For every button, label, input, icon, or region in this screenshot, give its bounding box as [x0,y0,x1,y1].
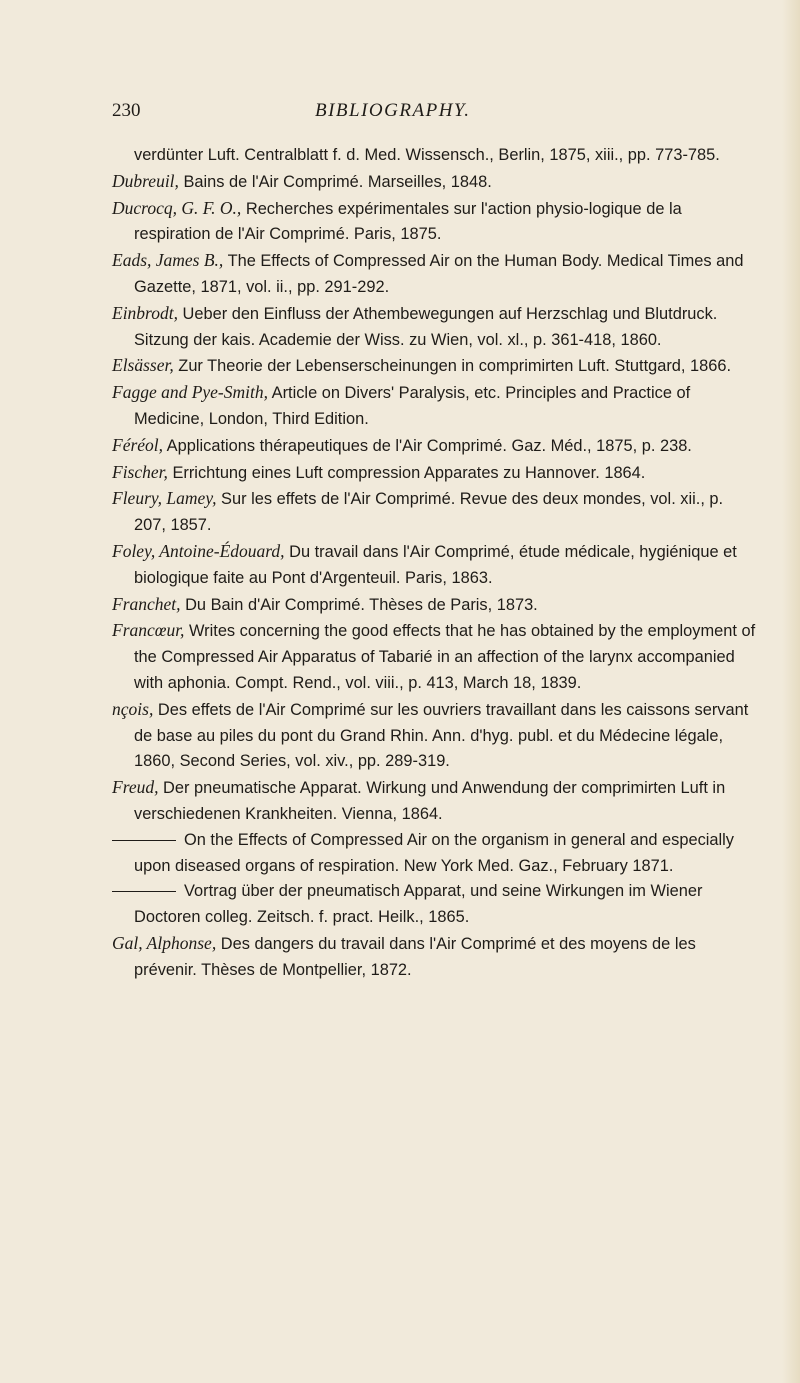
running-head: BIBLIOGRAPHY. [315,100,471,121]
bibliography-list [112,143,758,984]
bibliography-entry [112,592,758,619]
entry-text: Article on Divers' Paralysis, etc. Principles and Practice of Medicine, London, Third Edition. [134,384,691,428]
bibliography-entry [112,353,758,380]
entry-text: Du Bain d'Air Comprimé. Thèses de Paris, 1873. [180,595,538,614]
entry-author: Foley, Antoine-Édouard, [112,540,285,561]
bibliography-entry [112,775,758,828]
entry-text: On the Effects of Compressed Air on the organism in general and especially upon diseased organs of respiration. New York Med. Gaz., February 1871. [134,830,734,875]
entry-author: Fischer, [112,461,168,482]
entry-author: Fleury, Lamey, [112,488,217,509]
entry-author: Elsässer, [112,355,174,376]
entry-author: Francœur, [112,620,185,641]
ditto-dash [112,840,176,841]
bibliography-entry [112,196,758,249]
entry-text: verdünter Luft. Centralblatt f. d. Med. Wissensch., Berlin, 1875, xiii., pp. 773-785. [134,146,720,164]
page-edge-shadow [782,0,800,1383]
entry-author: Dubreuil, [112,170,179,191]
entry-text: Des dangers du travail dans l'Air Comprimé et des moyens de les prévenir. Thèses de Montpellier, 1872. [134,934,696,979]
entry-author: Féréol, [112,434,164,455]
entry-author: nçois, [112,698,154,719]
bibliography-entry [112,879,758,931]
entry-text: Applications thérapeutiques de l'Air Comprimé. Gaz. Méd., 1875, p. 238. [163,436,692,455]
bibliography-entry [112,697,758,775]
bibliography-entry [112,248,758,301]
bibliography-entry [112,828,758,880]
bibliography-entry [112,486,758,539]
entry-text: Bains de l'Air Comprimé. Marseilles, 1848. [178,172,492,191]
entry-author: Einbrodt, [112,302,178,323]
entry-text: Recherches expérimentales sur l'action physio-logique de la respiration de l'Air Comprimé. Paris, 1875. [134,199,682,244]
entry-author: Franchet, [112,593,181,614]
entry-text: Zur Theorie der Lebenserscheinungen in comprimirten Luft. Stuttgard, 1866. [173,357,732,376]
bibliography-entry [112,301,758,354]
bibliography-entry [112,380,758,433]
bibliography-entry [112,618,758,696]
bibliography-entry [112,931,758,984]
page-number: 230 [112,100,141,121]
entry-text: Des effets de l'Air Comprimé sur les ouvriers travaillant dans les caissons servant de base au piles du pont du Grand Rhin. Ann. d'hyg. publ. et du Médecine légale, 1860, Second Series, vol. xiv., pp. 289-319. [134,700,749,771]
ditto-dash [112,891,176,892]
entry-text: Errichtung eines Luft compression Apparates zu Hannover. 1864. [167,463,646,482]
entry-author: Ducrocq, G. F. O., [112,197,242,218]
entry-text: The Effects of Compressed Air on the Human Body. Medical Times and Gazette, 1871, vol. ii., pp. 291-292. [134,252,744,296]
bibliography-entry [112,169,758,196]
entry-text: Der pneumatische Apparat. Wirkung und Anwendung der comprimirten Luft in verschiedenen Krankheiten. Vienna, 1864. [134,779,726,823]
bibliography-entry [112,143,758,169]
entry-text: Writes concerning the good effects that he has obtained by the employment of the Compressed Air Apparatus of Tabarié in an affection of the larynx accompanied with aphonia. Compt. Rend., vol. viii., p. 413, March 18, 1839. [134,622,756,692]
bibliography-entry [112,539,758,592]
entry-author: Gal, Alphonse, [112,932,217,953]
entry-author: Fagge and Pye-Smith, [112,382,268,403]
page-header [112,100,752,126]
bibliography-entry [112,460,758,487]
entry-text: Sur les effets de l'Air Comprimé. Revue des deux mondes, vol. xii., p. 207, 1857. [134,490,724,535]
entry-text: Vortrag über der pneumatisch Apparat, und seine Wirkungen im Wiener Doctoren colleg. Zeitsch. f. pract. Heilk., 1865. [134,882,703,927]
entry-author: Freud, [112,777,159,798]
bibliography-entry [112,433,758,460]
entry-text: Ueber den Einfluss der Athembewegungen auf Herzschlag und Blutdruck. Sitzung der kais. Academie der Wiss. zu Wien, vol. xl., p. 361-418, 1860. [134,304,718,349]
entry-author: Eads, James B., [112,250,224,271]
entry-text: Du travail dans l'Air Comprimé, étude médicale, hygiénique et biologique faite au Pont d'Argenteuil. Paris, 1863. [134,542,737,587]
